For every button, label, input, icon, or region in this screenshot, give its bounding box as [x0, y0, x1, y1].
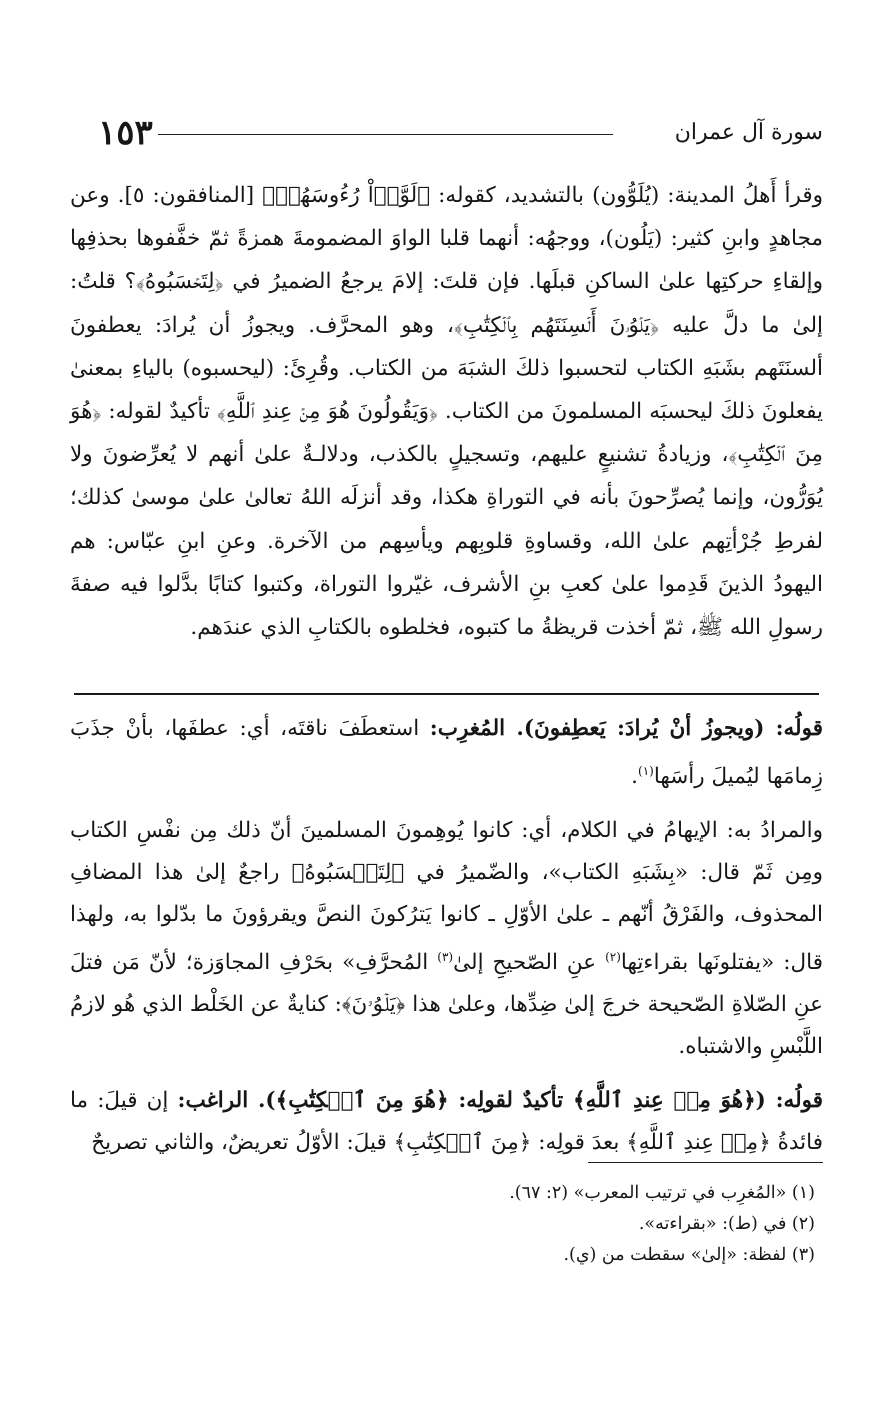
main-text-block	[70, 174, 823, 649]
commentary-1-end: .	[631, 764, 638, 790]
footnote-2: (٢) في (ط): «بقراءته».	[638, 1214, 815, 1234]
commentary-2-text-b: عنِ الصّحيحِ إلىٰ	[453, 950, 606, 976]
commentary-paragraph-3	[70, 1080, 823, 1164]
commentary-1-text: استعطَفَ ناقتَه، أي: عطفَها، بأنْ جذَبَ زِمامَها ليُميلَ رأسَها	[70, 716, 823, 790]
commentary-2-text-a: والمرادُ به: الإيهامُ في الكلام، أي: كانوا يُوهِمونَ المسلمينَ أنّ ذلك مِن نفْسِ الكتاب ومِن ثَمّ قال: «بِشَبَهِ الكتاب»، والضّميرُ في ﴿لِتَحۡسَبُوهُ﴾ راجعٌ إلىٰ هذا المضافِ المحذوف، والفَرْقُ أنّهم ـ علىٰ الأوّلِ ـ كانوا يَترُكونَ النصَّ ويقرؤونَ ما بدّلوا به، ولهذا قال: «يفتلونَها بقراءتِها	[70, 818, 823, 976]
running-title: سورة آل عمران	[674, 120, 823, 145]
main-text-paragraph: وقرأ أَهلُ المدينة: (يُلَوُّون) بالتشديد، كقوله: ﴿لَوَّوۡاْ رُءُوسَهُمۡ﴾ [المنافقون: ٥]. وعن مجاهدٍ وابنِ كثير: (يَلُون)، ووجهُه: أنهما قلبا الواوَ المضمومةَ همزةً ثمّ خفَّفوها بحذفِها وإلقاءِ حركتِها علىٰ الساكنِ قبلَها. فإن قلتَ: إلامَ يرجعُ الضميرُ في ﴿لِتَحۡسَبُوهُ﴾؟ قلتُ: إلىٰ ما دلَّ عليه ﴿يَلۡوُۥنَ أَلۡسِنَتَهُم بِٱلۡكِتَٰبِ﴾، وهو المحرَّف. ويجوزُ أن يُرادَ: يعطفونَ ألسنَتَهم بشَبَهِ الكتاب لتحسبوا ذلكَ الشبَهَ من الكتاب. وقُرِئَ: (ليحسبوه) بالياءِ بمعنىٰ يفعلونَ ذلكَ ليحسبَه المسلمونَ من الكتاب. ﴿وَيَقُولُونَ هُوَ مِنۡ عِندِ ٱللَّهِ﴾ تأكيدٌ لقوله: ﴿هُوَ مِنَ ٱلۡكِتَٰبِ﴾، وزيادةُ تشنيعٍ عليهم، وتسجيلٍ بالكذب، ودلالـةٌ علىٰ أنهم لا يُعرِّضونَ ولا يُوَرُّون، وإنما يُصرِّحونَ بأنه في التوراةِ هكذا، وقد أنزلَه اللهُ تعالىٰ علىٰ موسىٰ كذلك؛ لفرطِ جُرْأتِهم علىٰ الله، وقساوةِ قلوبِهم ويأسِهم من الآخرة. وعنِ ابنِ عبّاس: هم اليهودُ الذينَ قَدِموا علىٰ كعبِ بنِ الأشرف، غيّروا التوراة، وكتبوا كتابًا بدَّلوا فيه صفةَ رسولِ الله ﷺ، ثمّ أخذت قريظةُ ما كتبوه، فخلطوه بالكتابِ الذي عندَهم.	[70, 183, 823, 641]
footnote-ref-2: (٢)	[605, 950, 621, 965]
footnote-3: (٣) لفظة: «إلىٰ» سقطت من (ي).	[563, 1245, 815, 1265]
footnote-1: (١) «المُغرِب في ترتيب المعرب» (٢: ٦٧).	[509, 1183, 815, 1203]
footnote-ref-1: (١)	[638, 764, 654, 778]
commentary-paragraph-1	[70, 708, 823, 798]
footnote-rule	[588, 1162, 823, 1163]
commentary-block	[70, 708, 823, 1164]
footnotes-list	[509, 1178, 815, 1271]
commentary-3-text: إن قيلَ: ما فائدةُ ﴿مِنۡ عِندِ ٱللَّهِ﴾ بعدَ قولِه: ﴿مِنَ ٱلۡكِتَٰبِ﴾ قيلَ: الأوّلُ تعريضٌ، والثاني تصريحٌ	[70, 1088, 823, 1156]
commentary-1-lead: قولُه: (ويجوزُ أنْ يُرادَ: يَعطِفونَ). المُغرِب:	[429, 716, 823, 741]
commentary-3-lead: قولُه: (﴿هُوَ مِنۡ عِندِ ٱللَّهِ﴾ تأكيدٌ لقولِه: ﴿هُوَ مِنَ ٱلۡكِتَٰبِ﴾). الراغب:	[177, 1088, 824, 1114]
footnote-ref-3: (٣)	[437, 950, 454, 965]
page-header	[98, 112, 823, 164]
page-number: ١٥٣	[98, 113, 153, 153]
header-rule	[158, 134, 613, 135]
commentary-2-text-c: المُحرَّفِ» بحَرْفِ المجاوَزة؛ لأنّ مَن فتلَ عنِ الصّلاةِ الصّحيحة خرجَ إلىٰ ضِدِّها، وعلىٰ هذا ﴿يَلۡوُۥنَ﴾: كنايةٌ عن الخَلْط الذي هُو لازمُ اللَّبْسِ والاشتباه.	[70, 950, 823, 1060]
section-separator	[74, 693, 819, 695]
commentary-paragraph-2	[70, 810, 823, 1068]
